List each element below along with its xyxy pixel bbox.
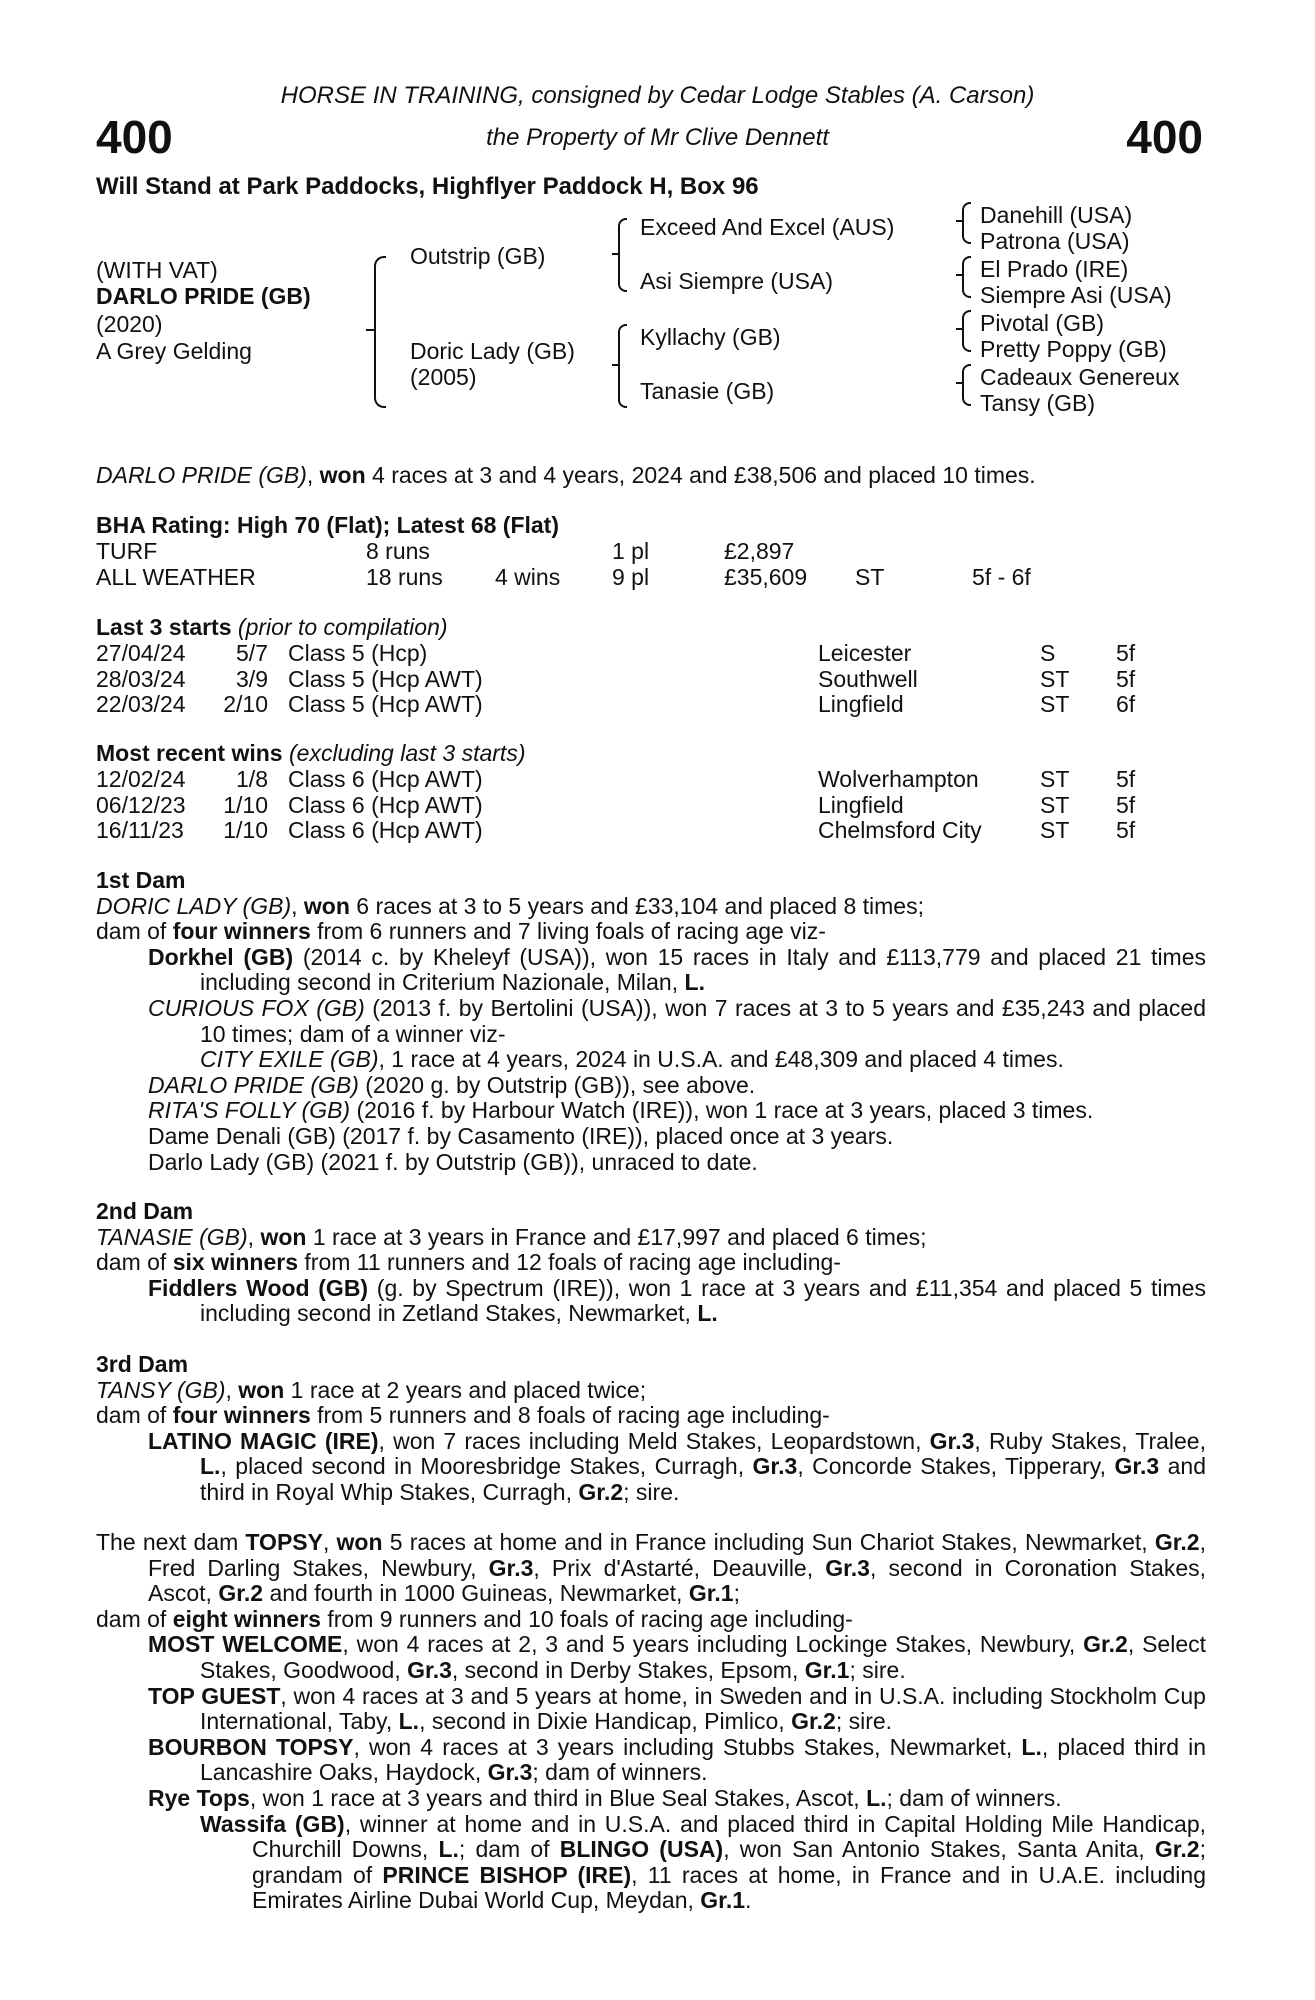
progeny-name: MOST WELCOME [148, 1631, 343, 1658]
rating-runs: 8 runs [366, 538, 430, 564]
progeny-darlo-pride [148, 1073, 1206, 1099]
progeny-fiddlers-wood [148, 1276, 1206, 1327]
text: and fourth in 1000 Guineas, Newmarket, [263, 1580, 689, 1607]
progeny-name: Fiddlers Wood (GB) [148, 1274, 369, 1301]
text: (2013 f. by Bertolini (USA)), won 7 races at 3 to 5 years and £35,243 and placed 10 times; dam of a winner viz- [200, 994, 1206, 1047]
grade-label: Gr.3 [1114, 1453, 1160, 1480]
text: , [322, 1529, 337, 1555]
recent-note: (excluding last 3 starts) [282, 740, 526, 766]
second-dam-section [96, 1199, 1206, 1327]
progeny-name: CURIOUS FOX (GB) [148, 994, 365, 1021]
grade-label: Gr.2 [1083, 1631, 1128, 1658]
text: , placed second in Mooresbridge Stakes, Curragh, [220, 1453, 753, 1480]
dd-brace-tip [956, 382, 962, 384]
bha-rating: BHA Rating: High 70 (Flat); Latest 68 (Flat) [96, 512, 559, 538]
race-going: ST [1040, 791, 1070, 818]
progeny-dorkhel [148, 945, 1206, 996]
race-dist: 5f [1116, 640, 1136, 666]
race-going: ST [1040, 691, 1070, 717]
dds: Cadeaux Genereux [980, 364, 1180, 390]
third-dam-line2 [96, 1403, 1206, 1429]
sire: Outstrip (GB) [410, 243, 546, 269]
race-dist: 5f [1116, 791, 1136, 818]
text: , winner at home and in U.S.A. and placed third in Capital Holding Mile Handicap, Churchill Downs, [252, 1810, 1206, 1863]
ss-brace [962, 202, 971, 244]
race-dist: 5f [1116, 766, 1136, 792]
grade-label: Gr.3 [488, 1554, 534, 1581]
progeny-name: RITA'S FOLLY (GB) [148, 1097, 351, 1124]
race-summary: DARLO PRIDE (GB), won 4 races at 3 and 4 years, 2024 and £38,506 and placed 10 times. [96, 462, 1036, 488]
race-pos: 5/7 [236, 640, 268, 666]
last3-title: Last 3 starts [96, 614, 232, 640]
text: , second in Coronation Stakes, Ascot, [148, 1554, 1206, 1607]
sire-brace [618, 218, 627, 292]
grade-label: Gr.2 [1154, 1529, 1200, 1555]
text: (2020 g. by Outstrip (GB)), see above. [358, 1071, 756, 1098]
race-date: 06/12/23 [96, 791, 186, 818]
text: (g. by Spectrum (IRE)), won 1 race at 3 years and £11,354 and placed 5 times including second in Zetland Stakes, Newmarket, [200, 1274, 1206, 1327]
next-dam-line [96, 1530, 1206, 1607]
grade-label: Gr.3 [407, 1656, 452, 1683]
vat-label: (WITH VAT) [96, 257, 218, 283]
text: from 5 runners and 8 foals of racing age including- [310, 1402, 830, 1429]
text: , won San Antonio Stakes, Santa Anita, [723, 1836, 1155, 1863]
progeny-dame-denali: Dame Denali (GB) (2017 f. by Casamento (IRE)), placed once at 3 years. [148, 1122, 894, 1149]
race-going: ST [1040, 817, 1070, 843]
grade-label: Gr.2 [791, 1708, 836, 1735]
text: (2014 c. by Kheleyf (USA)), won 15 races in Italy and £113,779 and placed 21 times including second in Criterium Nazionale, Milan, [200, 943, 1207, 996]
first-dam-record: 6 races at 3 to 5 years and £33,104 and placed 8 times; [349, 892, 924, 919]
grade-label: Gr.3 [825, 1554, 870, 1581]
text: . [745, 1887, 752, 1914]
third-dam-name: TANSY (GB) [96, 1376, 226, 1403]
text: , Fred Darling Stakes, Newbury, [148, 1529, 1206, 1581]
text: , 1 race at 4 years, 2024 in U.S.A. and £48,309 and placed 4 times. [378, 1046, 1064, 1073]
progeny-curious-fox [148, 996, 1206, 1047]
listed-label: L. [200, 1453, 221, 1480]
second-dam-title: 2nd Dam [96, 1198, 194, 1224]
sire-sire: Exceed And Excel (AUS) [640, 214, 895, 240]
text: from 9 runners and 10 foals of racing age including- [320, 1605, 853, 1632]
next-dam-section [96, 1530, 1206, 1914]
dam-year: (2005) [410, 364, 477, 390]
text: , second in Derby Stakes, Epsom, [451, 1656, 805, 1683]
text: ; dam of [458, 1836, 560, 1863]
race-going: S [1040, 640, 1056, 666]
summary-won: won [319, 462, 366, 488]
rating-surface: TURF [96, 538, 158, 564]
text: ; dam of winners. [532, 1759, 708, 1786]
race-cls: Class 6 (Hcp AWT) [288, 791, 483, 818]
text: , Concorde Stakes, Tipperary, [797, 1453, 1115, 1480]
race-going: ST [1040, 665, 1070, 692]
text: ; sire. [623, 1478, 680, 1505]
race-course: Leicester [818, 640, 912, 666]
text: ; sire. [849, 1656, 906, 1683]
second-dam-name: TANASIE (GB) [96, 1223, 248, 1250]
progeny-darlo-lady: Darlo Lady (GB) (2021 f. by Outstrip (GB)), unraced to date. [148, 1148, 758, 1175]
race-going: ST [1040, 766, 1070, 792]
pedigree-brace [374, 256, 386, 408]
lot-number-left: 400 [96, 111, 173, 163]
text: , 11 races at home, in France and in U.A.E. including Emirates Airline Dubai World Cup, Meydan, [252, 1861, 1206, 1914]
listed-label: L. [697, 1300, 718, 1327]
rating-money: £35,609 [724, 564, 808, 590]
race-pos: 2/10 [223, 691, 268, 717]
race-date: 16/11/23 [96, 817, 184, 843]
race-cls: Class 6 (Hcp AWT) [288, 817, 483, 843]
rating-runs: 18 runs [366, 564, 443, 590]
dss: Pivotal (GB) [980, 310, 1104, 336]
text: 5 races at home and in France including Sun Chariot Stakes, Newmarket, [382, 1529, 1155, 1555]
progeny-name: BLINGO (USA) [559, 1836, 724, 1863]
text: from 11 runners and 12 foals of racing age including- [298, 1249, 841, 1276]
last3-heading [96, 614, 448, 640]
listed-label: L. [684, 969, 705, 996]
grade-label: Gr.3 [929, 1427, 975, 1454]
progeny-top-guest [148, 1684, 1206, 1735]
progeny-name: Rye Tops [148, 1784, 250, 1811]
grade-label: Gr.1 [688, 1580, 734, 1607]
ss-brace-tip [956, 220, 962, 222]
third-dam-record: 1 race at 2 years and placed twice; [284, 1376, 647, 1403]
race-pos: 1/8 [236, 766, 268, 792]
progeny-name: Dorkhel (GB) [148, 943, 294, 970]
race-course: Lingfield [818, 791, 904, 818]
dsd: Pretty Poppy (GB) [980, 336, 1167, 362]
stand-line: Will Stand at Park Paddocks, Highflyer Paddock H, Box 96 [96, 173, 759, 200]
race-cls: Class 5 (Hcp AWT) [288, 691, 483, 717]
rating-surface: ALL WEATHER [96, 564, 256, 590]
race-pos: 3/9 [236, 665, 268, 692]
grade-label: Gr.3 [752, 1453, 798, 1480]
race-date: 22/03/24 [96, 691, 186, 717]
grade-label: Gr.2 [218, 1580, 264, 1607]
text: , won 7 races including Meld Stakes, Leopardstown, [378, 1427, 930, 1454]
next-dam-line2 [96, 1607, 1206, 1633]
ds-brace-tip [956, 328, 962, 330]
won-label: won [303, 892, 350, 919]
first-dam-title: 1st Dam [96, 867, 186, 893]
progeny-ritas-folly [148, 1098, 1206, 1124]
progeny-latino-magic [148, 1429, 1206, 1506]
race-pos: 1/10 [223, 817, 268, 843]
progeny-city-exile [200, 1047, 1206, 1073]
race-dist: 6f [1116, 691, 1136, 717]
text: dam of [96, 1249, 173, 1276]
sire-dam: Asi Siempre (USA) [640, 268, 833, 294]
third-dam-title: 3rd Dam [96, 1351, 189, 1377]
progeny-rye-tops [148, 1786, 1206, 1812]
dd-brace [962, 364, 971, 406]
progeny-name: DARLO PRIDE (GB) [148, 1071, 359, 1098]
progeny-name: TOP GUEST [148, 1682, 281, 1709]
horse-name: DARLO PRIDE (GB) [96, 283, 311, 309]
race-cls: Class 5 (Hcp) [288, 640, 428, 666]
ds-brace [962, 310, 971, 352]
grade-label: Gr.3 [487, 1759, 533, 1786]
rating-pl: 9 pl [612, 564, 650, 590]
progeny-bourbon-topsy [148, 1735, 1206, 1786]
first-dam-section [96, 868, 1206, 1175]
text: (2016 f. by Harbour Watch (IRE)), won 1 race at 3 years, placed 3 times. [350, 1097, 1094, 1124]
text: ; grandam of [252, 1836, 1206, 1888]
rating-going: ST [855, 564, 885, 590]
consignment-line: HORSE IN TRAINING, consigned by Cedar Lodge Stables (A. Carson) [280, 82, 1035, 109]
race-date: 28/03/24 [96, 665, 186, 692]
sd-brace [962, 256, 971, 298]
text: , second in Dixie Handicap, Pimlico, [419, 1708, 792, 1735]
race-course: Wolverhampton [818, 766, 979, 792]
dam-brace [618, 324, 627, 408]
sd-brace-tip [956, 274, 962, 276]
winners-count: four winners [172, 918, 311, 945]
text: , won 4 races at 3 and 5 years at home, in Sweden and in U.S.A. including Stockholm Cup International, Taby, [200, 1682, 1206, 1735]
rating-distance: 5f - 6f [972, 564, 1031, 590]
listed-label: L. [398, 1708, 420, 1735]
grade-label: Gr.1 [700, 1887, 746, 1914]
grade-label: Gr.2 [1154, 1836, 1200, 1863]
text: , won 4 races at 3 years including Stubbs Stakes, Newmarket, [353, 1733, 1022, 1760]
progeny-name: LATINO MAGIC (IRE) [148, 1427, 379, 1454]
text: ; sire. [835, 1708, 893, 1735]
second-dam-line2 [96, 1250, 1206, 1276]
ddd: Tansy (GB) [980, 390, 1096, 416]
race-dist: 5f [1116, 665, 1136, 692]
text: and third in Royal Whip Stakes, Curragh, [200, 1453, 1207, 1505]
winners-count: eight winners [172, 1605, 321, 1632]
race-course: Chelmsford City [818, 817, 982, 843]
won-label: won [260, 1223, 307, 1250]
listed-label: L. [438, 1836, 459, 1863]
text: dam of [96, 1605, 173, 1632]
pedigree-brace-tip [366, 329, 376, 331]
text: , won 4 races at 2, 3 and 5 years including Lockinge Stakes, Newbury, [342, 1631, 1084, 1658]
summary-rest: 4 races at 3 and 4 years, 2024 and £38,506 and placed 10 times. [365, 462, 1036, 488]
dam-sire: Kyllachy (GB) [640, 324, 781, 350]
text: , Ruby Stakes, Tralee, [974, 1427, 1206, 1454]
sdd: Siempre Asi (USA) [980, 282, 1172, 308]
text: dam of [96, 1402, 173, 1429]
rating-wins: 4 wins [495, 564, 561, 590]
text: , placed third in Lancashire Oaks, Haydock, [200, 1733, 1206, 1786]
horse-year: (2020) [96, 311, 163, 337]
second-dam-line1: TANASIE (GB), won 1 race at 3 years in France and £17,997 and placed 6 times; [96, 1223, 927, 1250]
text: ; dam of winners. [886, 1784, 1062, 1811]
second-dam-record: 1 race at 3 years in France and £17,997 and placed 6 times; [306, 1223, 927, 1250]
sds: El Prado (IRE) [980, 256, 1129, 282]
won-label: won [336, 1529, 383, 1555]
ssd: Patrona (USA) [980, 228, 1130, 254]
listed-label: L. [866, 1784, 887, 1811]
recent-title: Most recent wins [96, 740, 283, 766]
progeny-wassifa [200, 1812, 1206, 1914]
dam-brace-tip [612, 364, 618, 366]
dam-dam: Tanasie (GB) [640, 378, 775, 404]
text: from 6 runners and 7 living foals of racing age viz- [310, 918, 826, 945]
text: ; [733, 1580, 740, 1607]
recent-heading [96, 740, 525, 766]
progeny-name: CITY EXILE (GB) [200, 1046, 379, 1073]
sss: Danehill (USA) [980, 202, 1133, 228]
last3-note: (prior to compilation) [231, 614, 448, 640]
first-dam-line1: DORIC LADY (GB), won 6 races at 3 to 5 years and £33,104 and placed 8 times; [96, 892, 924, 919]
text: dam of [96, 918, 173, 945]
race-course: Southwell [818, 665, 918, 692]
horse-description: A Grey Gelding [96, 338, 252, 364]
rating-pl: 1 pl [612, 538, 650, 564]
won-label: won [238, 1376, 285, 1403]
text: The next dam [96, 1529, 246, 1555]
progeny-most-welcome [148, 1632, 1206, 1683]
race-cls: Class 5 (Hcp AWT) [288, 665, 483, 692]
sire-brace-tip [612, 253, 618, 255]
race-date: 27/04/24 [96, 640, 186, 666]
next-dam-name: TOPSY [245, 1529, 323, 1555]
summary-name: DARLO PRIDE (GB) [96, 462, 307, 488]
text: , Prix d'Astarté, Deauville, [533, 1554, 826, 1581]
lot-number-right: 400 [1126, 111, 1203, 163]
dam: Doric Lady (GB) [410, 338, 575, 364]
grade-label: Gr.2 [578, 1478, 624, 1505]
race-date: 12/02/24 [96, 766, 186, 792]
race-course: Lingfield [818, 691, 904, 717]
text: , Select Stakes, Goodwood, [200, 1631, 1206, 1683]
text: , won 1 race at 3 years and third in Blue Seal Stakes, Ascot, [249, 1784, 867, 1811]
progeny-name: PRINCE BISHOP (IRE) [382, 1861, 632, 1888]
winners-count: four winners [172, 1402, 311, 1429]
winners-count: six winners [172, 1249, 298, 1276]
race-cls: Class 6 (Hcp AWT) [288, 766, 483, 792]
property-line: the Property of Mr Clive Dennett [486, 124, 829, 151]
third-dam-section [96, 1352, 1206, 1506]
progeny-name: Wassifa (GB) [200, 1810, 345, 1837]
first-dam-name: DORIC LADY (GB) [96, 892, 292, 919]
third-dam-line1: TANSY (GB), won 1 race at 2 years and placed twice; [96, 1376, 647, 1403]
listed-label: L. [1021, 1733, 1042, 1760]
progeny-name: BOURBON TOPSY [148, 1733, 354, 1760]
rating-money: £2,897 [724, 538, 795, 564]
first-dam-line2 [96, 919, 1206, 945]
grade-label: Gr.1 [804, 1656, 850, 1683]
race-dist: 5f [1116, 817, 1136, 843]
race-pos: 1/10 [223, 791, 268, 818]
